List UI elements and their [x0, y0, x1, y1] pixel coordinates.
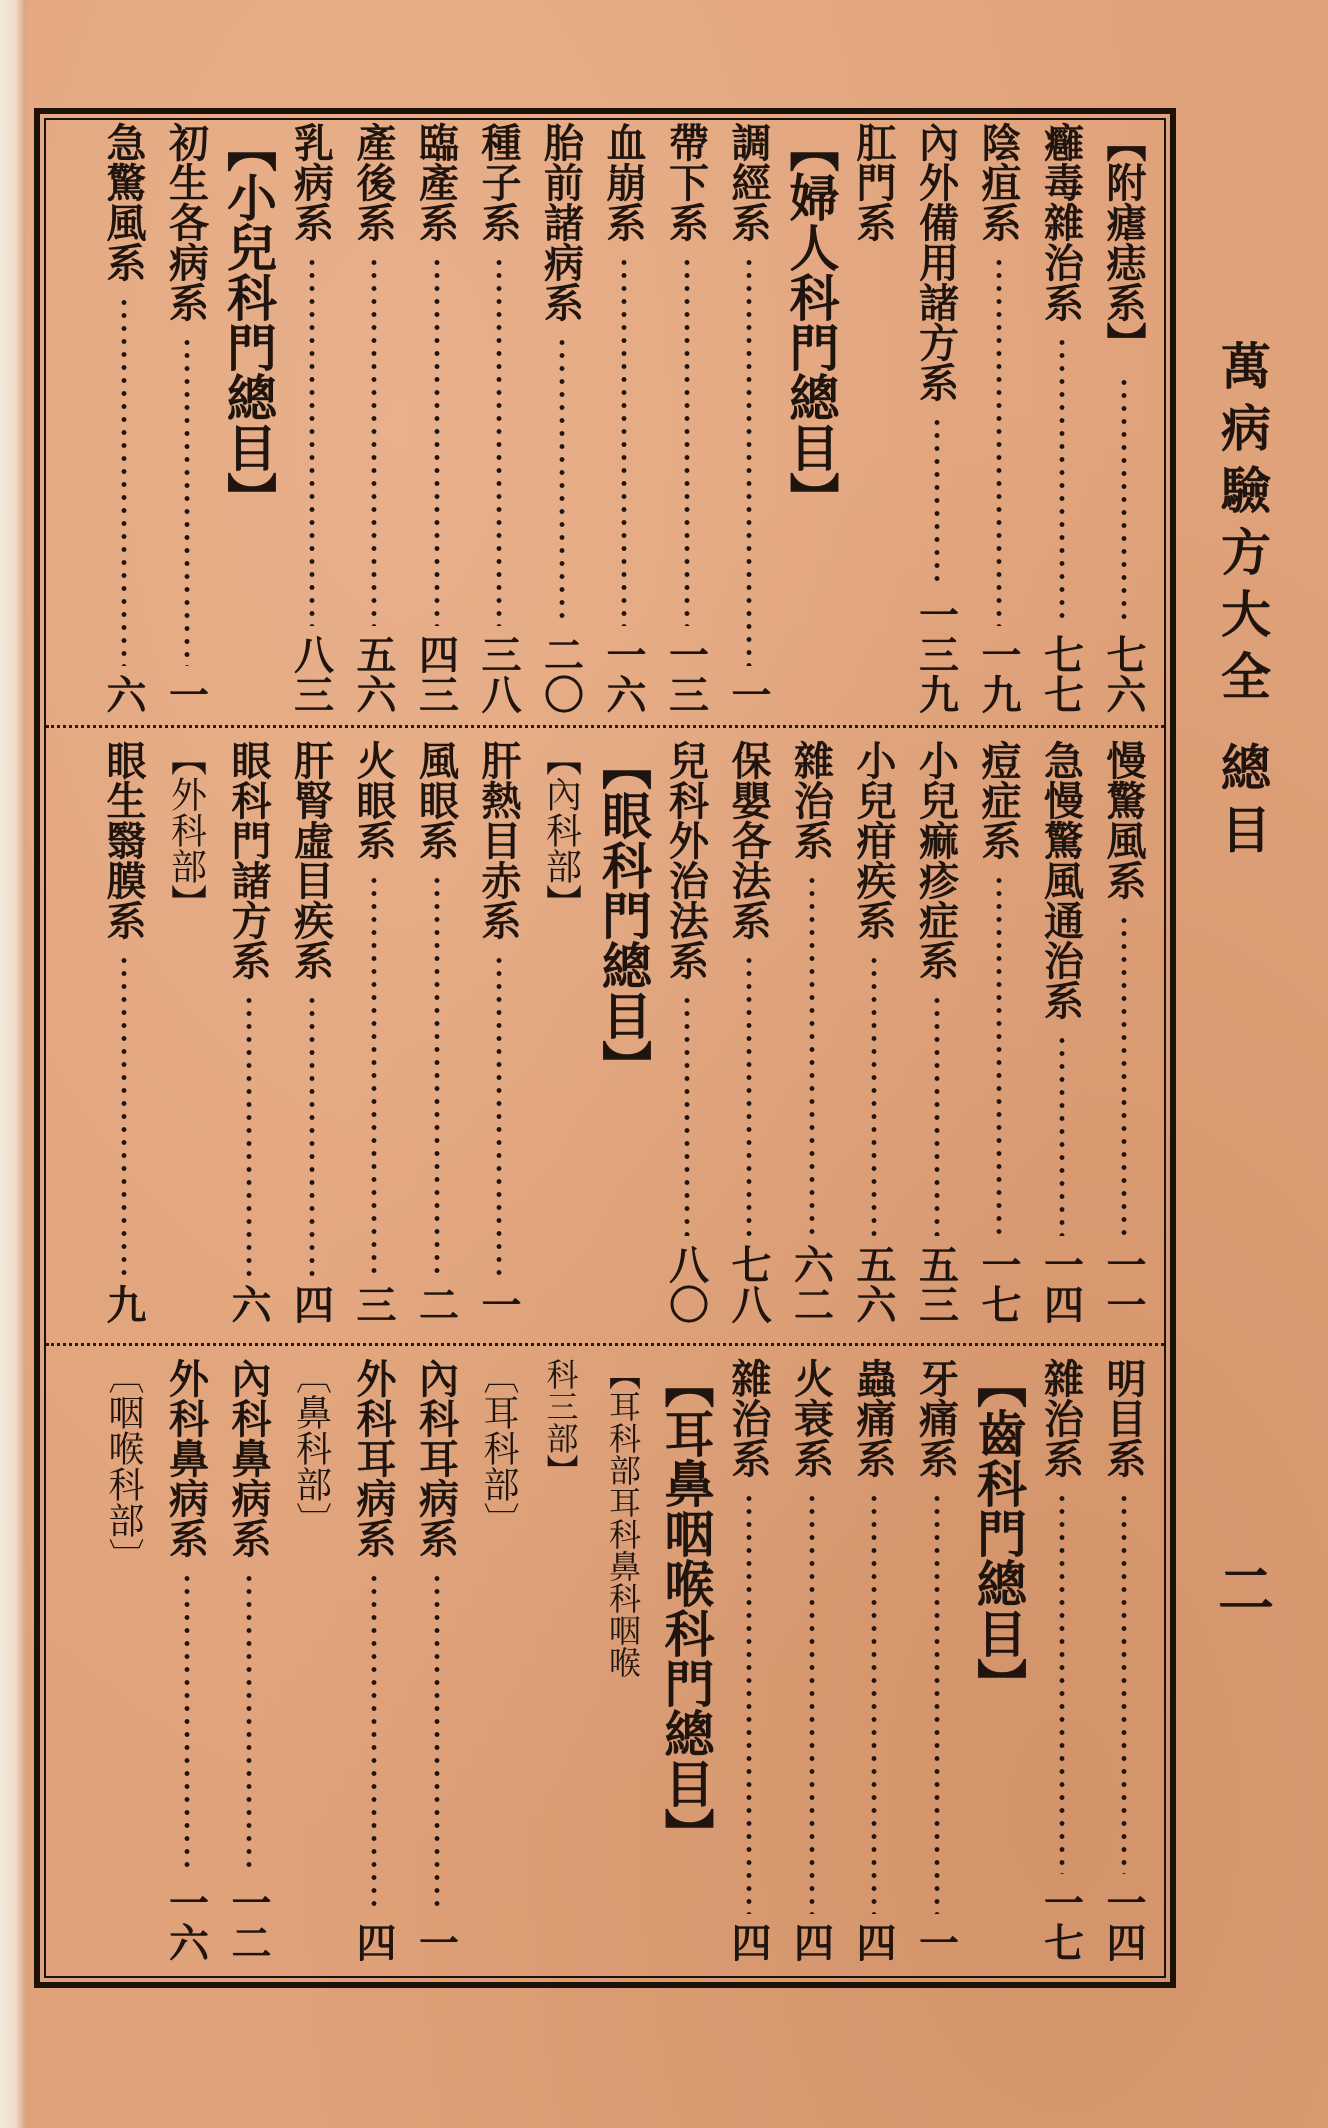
dot-leader: [684, 994, 690, 1236]
toc-entry: [717, 1358, 779, 1968]
contents-band-3: [48, 1358, 1162, 1968]
entry-page-number: 一六: [600, 634, 647, 714]
section-heading: [592, 740, 654, 1330]
entry-title: 內科鼻病系: [225, 1358, 272, 1558]
entry-title: 眼科門諸方系: [225, 740, 272, 980]
entry-title: 【耳鼻咽喉科門總目】: [656, 1358, 716, 1858]
entry-title: 【小兒科門總目】: [219, 122, 278, 522]
entry-page-number: 一四: [1037, 1244, 1085, 1324]
toc-entry: [467, 740, 529, 1330]
dot-leader: [371, 256, 377, 626]
dot-leader: [1121, 1492, 1127, 1874]
toc-entry: [655, 122, 717, 720]
dot-leader: [934, 1492, 940, 1914]
dot-leader: [184, 336, 190, 666]
toc-entry: [905, 740, 967, 1330]
entry-page-number: 一: [412, 1922, 460, 1962]
dot-leader: [1059, 1034, 1065, 1236]
toc-entry: [280, 740, 342, 1330]
entry-title: 雜治系: [725, 1358, 772, 1478]
toc-entry: [280, 122, 342, 720]
subsection-label: [530, 1358, 592, 1968]
dot-leader: [621, 256, 627, 626]
dot-leader: [934, 416, 940, 586]
entry-page-number: 四: [287, 1284, 335, 1324]
entry-title: 【耳科部耳科鼻科咽喉: [604, 1358, 642, 1678]
entry-page-number: 一: [725, 674, 772, 714]
toc-entry: [967, 122, 1029, 720]
dot-leader: [871, 954, 877, 1236]
entry-page-number: 四: [725, 1922, 772, 1962]
band-divider: [46, 725, 1164, 728]
entry-title: 【內科部】: [540, 740, 582, 920]
toc-entry: [342, 740, 404, 1330]
page-number: 二: [1209, 1560, 1275, 1616]
subsection-label: [530, 740, 592, 1330]
dot-leader: [809, 874, 815, 1236]
dot-leader: [309, 994, 315, 1276]
toc-entry: [1030, 1358, 1092, 1968]
dot-leader: [1059, 1492, 1065, 1874]
dot-leader: [871, 1492, 877, 1914]
dot-leader: [121, 296, 127, 666]
dot-leader: [371, 874, 377, 1276]
entry-title: 臨產系: [412, 122, 460, 242]
entry-page-number: 二: [412, 1284, 460, 1324]
entry-title: 火眼系: [350, 740, 397, 860]
contents-band-1: [48, 122, 1162, 720]
entry-title: 明目系: [1100, 1358, 1147, 1478]
toc-entry: [842, 122, 904, 720]
entry-title: 保嬰各法系: [725, 740, 772, 940]
entry-title: 種子系: [475, 122, 522, 242]
toc-entry: [155, 122, 217, 720]
entry-page-number: 八〇: [662, 1244, 710, 1324]
dot-leader: [496, 256, 502, 626]
dot-leader: [1121, 376, 1127, 626]
entry-title: 〔咽喉科部〕: [103, 1358, 144, 1574]
entry-title: 蟲痛系: [850, 1358, 897, 1478]
entry-page-number: 六: [225, 1284, 272, 1324]
entry-title: 〔耳科部〕: [478, 1358, 519, 1538]
entry-title: 血崩系: [600, 122, 647, 242]
entry-page-number: 四三: [412, 634, 460, 714]
toc-entry: [655, 740, 717, 1330]
toc-entry: [1030, 740, 1092, 1330]
entry-page-number: 五六: [850, 1244, 897, 1324]
entry-page-number: 七七: [1037, 634, 1085, 714]
dot-leader: [996, 256, 1002, 626]
dot-leader: [434, 256, 440, 626]
entry-title: 產後系: [350, 122, 397, 242]
entry-title: 帶下系: [662, 122, 710, 242]
entry-title: 初生各病系: [162, 122, 210, 322]
entry-title: 肛門系: [850, 122, 897, 242]
contents-band-2: [48, 740, 1162, 1330]
entry-title: 【附瘧痣系】: [1100, 122, 1147, 362]
dot-leader: [1121, 914, 1127, 1236]
entry-title: 內外備用諸方系: [912, 122, 960, 402]
entry-title: 風眼系: [412, 740, 460, 860]
entry-title: 【婦人科門總目】: [781, 122, 841, 522]
entry-page-number: 七六: [1100, 634, 1147, 714]
entry-title: 【眼科門總目】: [594, 740, 653, 1090]
toc-entry: [1092, 1358, 1154, 1968]
toc-entry: [842, 1358, 904, 1968]
subsection-label: [155, 740, 217, 1330]
toc-entry: [405, 122, 467, 720]
entry-title: 肝熱目赤系: [475, 740, 522, 940]
dot-leader: [996, 874, 1002, 1236]
toc-entry: [967, 740, 1029, 1330]
dot-leader: [934, 994, 940, 1236]
dot-leader: [746, 954, 752, 1236]
entry-title: 雜治系: [1037, 1358, 1085, 1478]
entry-title: 兒科外治法系: [662, 740, 710, 980]
toc-entry: [1092, 122, 1154, 720]
entry-page-number: 一三: [662, 634, 710, 714]
dot-leader: [121, 954, 127, 1276]
entry-page-number: 九: [100, 1284, 147, 1324]
dot-leader: [434, 874, 440, 1276]
page-edge: [0, 0, 26, 2128]
entry-title: 內科耳病系: [412, 1358, 460, 1558]
entry-page-number: 一七: [975, 1244, 1022, 1324]
toc-entry: [405, 1358, 467, 1968]
entry-page-number: 四: [850, 1922, 897, 1962]
entry-page-number: 四: [787, 1922, 835, 1962]
entry-page-number: 一: [912, 1922, 960, 1962]
section-heading: [655, 1358, 717, 1968]
toc-entry: [217, 740, 279, 1330]
running-title: 萬病驗方大全 總目: [1213, 340, 1272, 866]
dot-leader: [309, 256, 315, 626]
entry-title: 牙痛系: [912, 1358, 960, 1478]
toc-entry: [530, 122, 592, 720]
dot-leader: [1059, 336, 1065, 626]
entry-page-number: 二〇: [537, 634, 585, 714]
entry-page-number: 一三九: [912, 594, 960, 714]
dot-leader: [246, 1572, 252, 1874]
subsection-label: [92, 1358, 154, 1968]
entry-title: 胎前諸病系: [537, 122, 585, 322]
entry-page-number: 八三: [287, 634, 335, 714]
toc-entry: [592, 122, 654, 720]
toc-entry: [342, 122, 404, 720]
entry-page-number: 四: [350, 1922, 397, 1962]
dot-leader: [496, 954, 502, 1276]
entry-title: 陰疽系: [975, 122, 1022, 242]
toc-entry: [842, 740, 904, 1330]
entry-title: 〔鼻科部〕: [290, 1358, 332, 1538]
entry-title: 【外科部】: [165, 740, 207, 920]
toc-entry: [92, 740, 154, 1330]
toc-entry: [717, 122, 779, 720]
entry-page-number: 三八: [475, 634, 522, 714]
entry-page-number: 六: [100, 674, 147, 714]
toc-entry: [1092, 740, 1154, 1330]
entry-page-number: 一六: [162, 1882, 210, 1962]
entry-page-number: 三: [350, 1284, 397, 1324]
entry-page-number: 五三: [912, 1244, 960, 1324]
toc-entry: [342, 1358, 404, 1968]
entry-title: 急慢驚風通治系: [1037, 740, 1085, 1020]
entry-page-number: 一: [162, 674, 210, 714]
entry-title: 外科耳病系: [350, 1358, 397, 1558]
entry-title: 急驚風系: [100, 122, 147, 282]
entry-page-number: 一七: [1037, 1882, 1085, 1962]
section-heading: [780, 122, 842, 720]
entry-title: 雜治系: [787, 740, 835, 860]
subsection-label: [467, 1358, 529, 1968]
entry-title: 調經系: [725, 122, 772, 242]
section-heading: [967, 1358, 1029, 1968]
entry-title: 慢驚風系: [1100, 740, 1147, 900]
entry-page-number: 五六: [350, 634, 397, 714]
subsection-label: [592, 1358, 654, 1968]
entry-page-number: 一: [475, 1284, 522, 1324]
toc-entry: [717, 740, 779, 1330]
entry-title: 痘症系: [975, 740, 1022, 860]
dot-leader: [559, 336, 565, 626]
entry-page-number: 六二: [787, 1244, 835, 1324]
toc-entry: [217, 1358, 279, 1968]
entry-page-number: 一二: [225, 1882, 272, 1962]
dot-leader: [746, 1492, 752, 1914]
toc-entry: [780, 740, 842, 1330]
dot-leader: [184, 1572, 190, 1874]
toc-entry: [905, 122, 967, 720]
entry-title: 肝腎虛目疾系: [287, 740, 335, 980]
subsection-label: [280, 1358, 342, 1968]
toc-entry: [1030, 122, 1092, 720]
toc-entry: [155, 1358, 217, 1968]
entry-title: 外科鼻病系: [162, 1358, 210, 1558]
entry-title: 乳病系: [287, 122, 335, 242]
entry-title: 科三部】: [541, 1358, 580, 1486]
entry-title: 【齒科門總目】: [969, 1358, 1028, 1708]
toc-entry: [780, 1358, 842, 1968]
entry-title: 小兒疳疾系: [850, 740, 897, 940]
dot-leader: [434, 1572, 440, 1914]
entry-title: 癰毒雜治系: [1037, 122, 1085, 322]
entry-page-number: 一一: [1100, 1244, 1147, 1324]
entry-page-number: 一九: [975, 634, 1022, 714]
dot-leader: [684, 256, 690, 626]
dot-leader: [246, 994, 252, 1276]
entry-page-number: 七八: [725, 1244, 772, 1324]
toc-entry: [92, 122, 154, 720]
band-divider: [46, 1343, 1164, 1346]
entry-title: 小兒痲疹症系: [912, 740, 960, 980]
section-heading: [217, 122, 279, 720]
entry-page-number: 一四: [1100, 1882, 1147, 1962]
entry-title: 火衰系: [787, 1358, 835, 1478]
dot-leader: [371, 1572, 377, 1914]
toc-entry: [405, 740, 467, 1330]
entry-title: 眼生翳膜系: [100, 740, 147, 940]
toc-entry: [467, 122, 529, 720]
toc-entry: [905, 1358, 967, 1968]
dot-leader: [746, 256, 752, 666]
dot-leader: [809, 1492, 815, 1914]
